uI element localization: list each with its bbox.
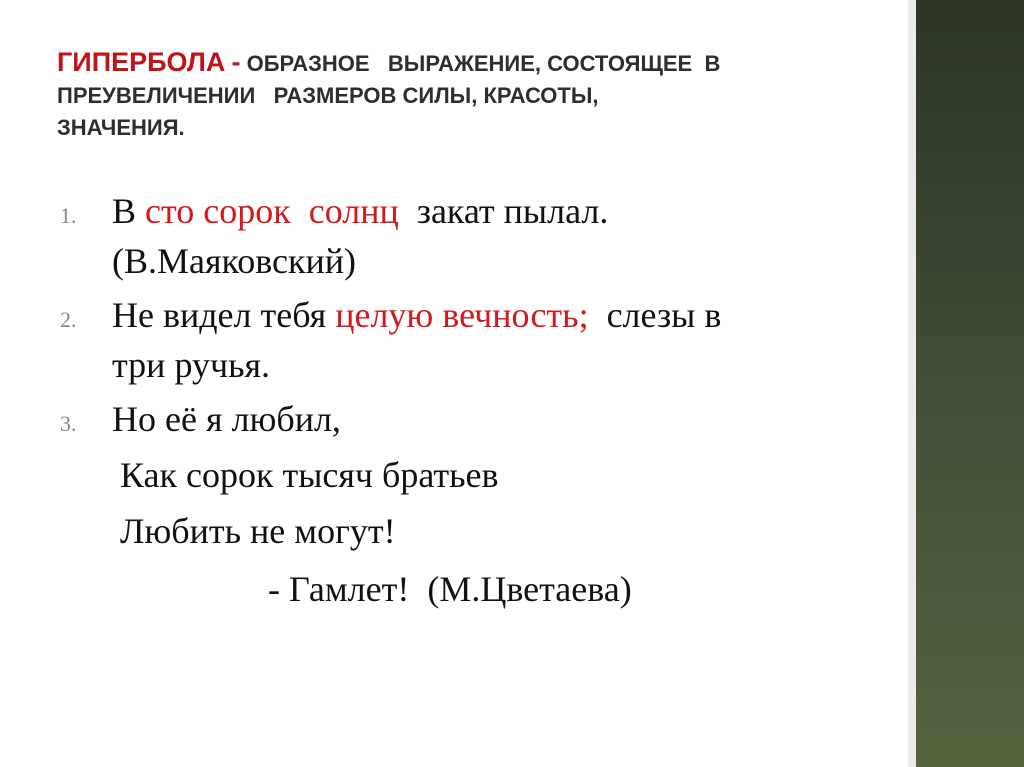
list-item-line: Но её я любил, [112, 399, 341, 439]
title-definition-line3: ЗНАЧЕНИЯ. [57, 115, 185, 140]
slide-title [57, 46, 877, 144]
hyperbole-highlight: сто сорок солнц [145, 191, 399, 231]
title-term: ГИПЕРБОЛА [57, 47, 226, 77]
title-separator: - [231, 47, 241, 77]
list-item-number: 3. [60, 411, 77, 436]
list-item-line [112, 294, 721, 336]
side-band-dark [916, 0, 1024, 767]
text-segment: закат пылал. [398, 191, 609, 231]
list-item-number: 2. [60, 307, 77, 332]
list-item-line [112, 190, 608, 232]
title-definition-line2: ПРЕУВЕЛИЧЕНИИ РАЗМЕРОВ СИЛЫ, КРАСОТЫ, [57, 83, 599, 108]
list-item-line: три ручья. [112, 345, 271, 385]
text-segment: В [112, 191, 146, 231]
list-item-number: 1. [60, 203, 77, 228]
side-band-light [908, 0, 916, 767]
text-segment: слезы в [588, 295, 722, 335]
hyperbole-highlight: целую вечность; [335, 295, 589, 335]
list-item-line: - Гамлет! (М.Цветаева) [268, 569, 632, 609]
title-definition-line1: ОБРАЗНОЕ ВЫРАЖЕНИЕ, СОСТОЯЩЕЕ В [246, 51, 721, 76]
list-item-line: Любить не могут! [120, 511, 396, 551]
list-item-line: Как сорок тысяч братьев [120, 455, 499, 495]
list-item-line: (В.Маяковский) [112, 241, 356, 281]
text-segment: Не видел тебя [112, 295, 336, 335]
